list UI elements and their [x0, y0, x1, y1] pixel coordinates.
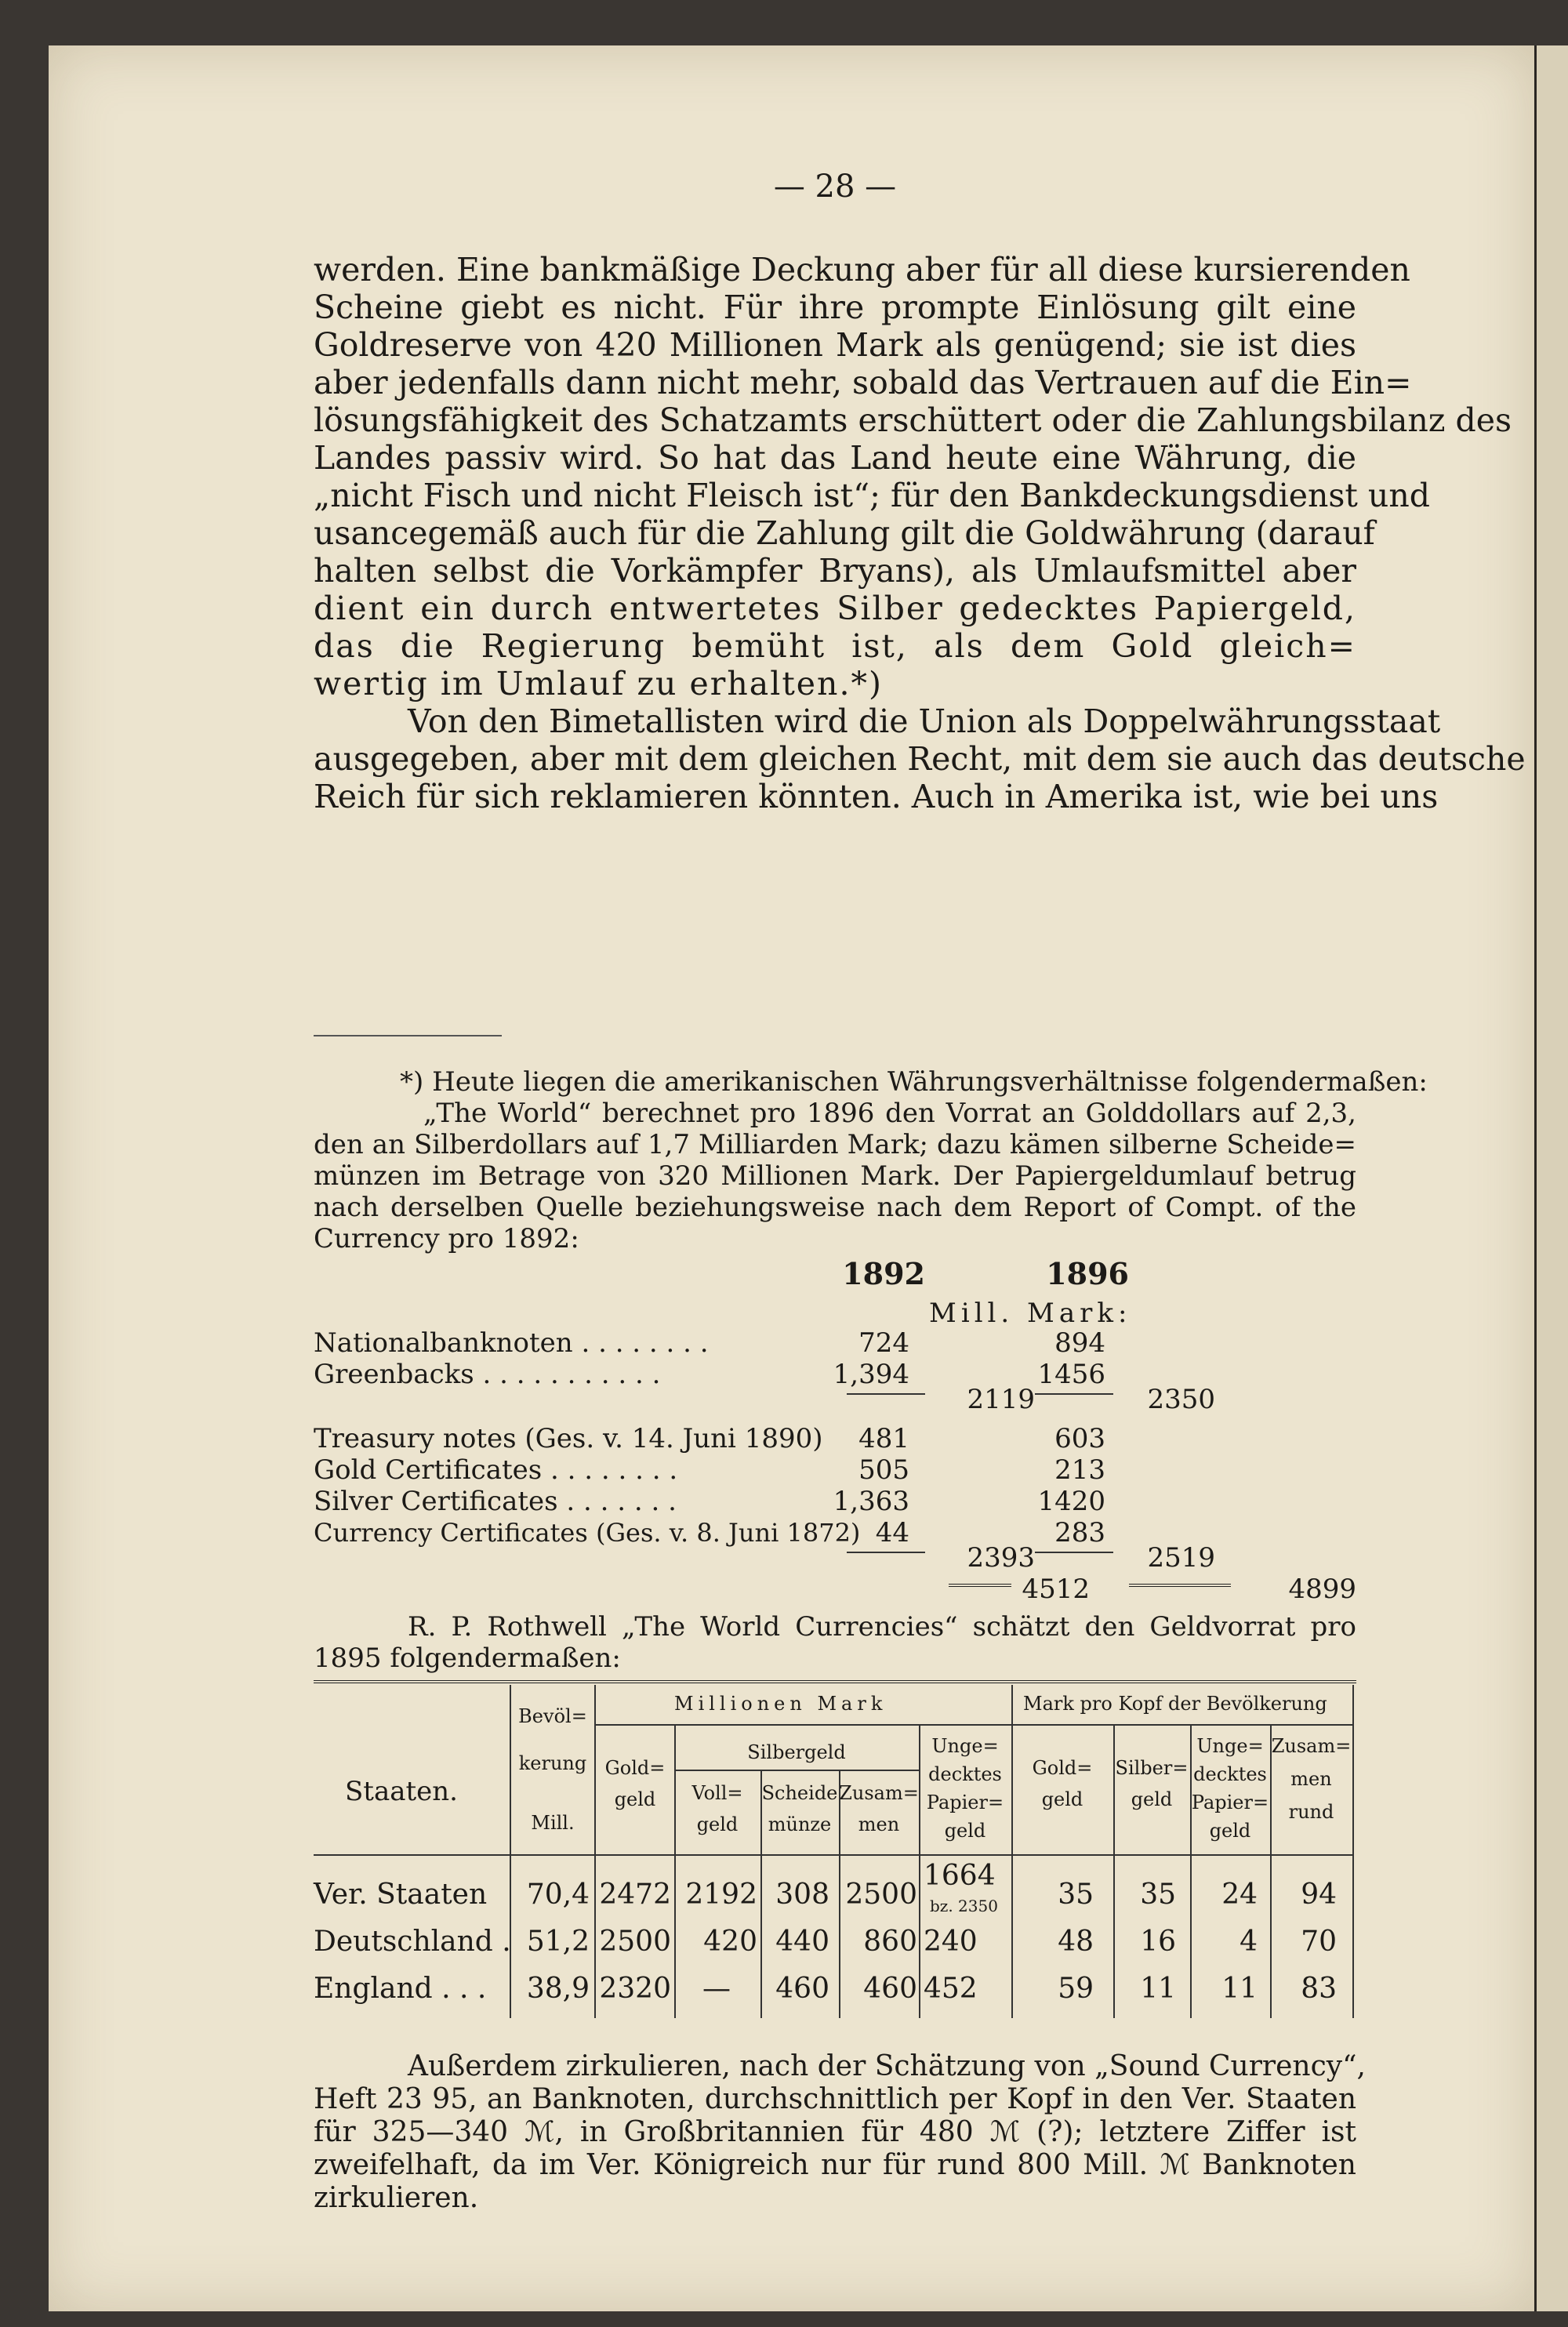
- header-pk-ungedeckt: Unge=: [1196, 1735, 1264, 1757]
- value-1892: 481: [858, 1423, 909, 1454]
- header-rule: [674, 1770, 919, 1771]
- header-rule: [1011, 1724, 1352, 1726]
- cell-ungedeckt-note: bz. 2350: [930, 1897, 998, 1915]
- value-1892: 505: [858, 1454, 909, 1486]
- footnote-line: Currency pro 1892:: [314, 1223, 579, 1254]
- closing-line: zirkulieren.: [314, 2182, 479, 2214]
- closing-line: zweifelhaft, da im Ver. Königreich nur für rund 800 Mill. ℳ Banknoten: [314, 2149, 1356, 2181]
- col-rule: [1352, 1685, 1354, 2018]
- body-line: Scheine giebt es nicht. Für ihre prompte Einlösung gilt eine: [314, 289, 1356, 326]
- cell-zusammen: 460: [863, 1973, 917, 2005]
- value-1892: 724: [858, 1327, 909, 1359]
- row-label: Gold Certificates . . . . . . . .: [314, 1454, 678, 1486]
- year-1892-header: 1892: [842, 1256, 925, 1291]
- body-line: Reich für sich reklamieren könnten. Auch in Amerika ist, wie bei uns: [314, 778, 1439, 815]
- cell-scheidemuenze: 440: [775, 1926, 829, 1958]
- closing-line: Außerdem zirkulieren, nach der Schätzung von „Sound Currency“,: [408, 2050, 1366, 2082]
- cell-ungedeckt: 240: [924, 1926, 978, 1958]
- value-1896: 213: [1054, 1454, 1105, 1486]
- value-1892: 44: [875, 1517, 909, 1548]
- total-1896: 4899: [1288, 1574, 1356, 1605]
- cell-pk-zusammen: 94: [1301, 1879, 1337, 1911]
- header-zusammen: Zusam=: [839, 1782, 919, 1804]
- rothwell-line: R. P. Rothwell „The World Currencies“ schätzt den Geldvorrat pro: [408, 1611, 1356, 1643]
- header-pk-ungedeckt: decktes: [1193, 1763, 1267, 1785]
- row-label: Currency Certificates (Ges. v. 8. Juni 1872): [314, 1518, 861, 1548]
- sum-rule: [1035, 1393, 1113, 1395]
- row-staat: Ver. Staaten: [314, 1879, 488, 1911]
- body-line: aber jedenfalls dann nicht mehr, sobald das Vertrauen auf die Ein=: [314, 364, 1412, 401]
- footnote-line: den an Silberdollars auf 1,7 Milliarden Mark; dazu kämen silberne Scheide=: [314, 1129, 1356, 1160]
- header-goldgeld: Gold=: [604, 1757, 666, 1779]
- row-label: Silver Certificates . . . . . . .: [314, 1486, 677, 1517]
- header-pk-zusammen: men: [1290, 1768, 1332, 1790]
- body-line: Goldreserve von 420 Millionen Mark als genügend; sie ist dies: [314, 326, 1356, 364]
- total-1892: 4512: [1022, 1574, 1090, 1605]
- cell-bevoelkerung: 38,9: [526, 1973, 590, 2005]
- header-mark-pro-kopf: Mark pro Kopf der Bevölkerung: [1023, 1693, 1327, 1715]
- body-line: lösungsfähigkeit des Schatzamts erschüttert oder die Zahlungsbilanz des: [314, 401, 1512, 439]
- body-line: Landes passiv wird. So hat das Land heute eine Währung, die: [314, 439, 1356, 477]
- footnote-line: „The World“ berechnet pro 1896 den Vorrat an Golddollars auf 2,3,: [423, 1098, 1356, 1129]
- sum-rule: [1035, 1552, 1113, 1553]
- header-zusammen: men: [858, 1813, 900, 1835]
- header-vollgeld: geld: [696, 1813, 739, 1835]
- body-line: „nicht Fisch und nicht Fleisch ist“; für den Bankdeckungsdienst und: [314, 477, 1430, 514]
- header-scheidemuenze: münze: [768, 1813, 832, 1835]
- unit-label: Mill. Mark:: [929, 1298, 1132, 1329]
- cell-ungedeckt: 1664: [924, 1860, 996, 1892]
- header-pk-gold: geld: [1041, 1788, 1083, 1810]
- header-bevoelkerung: Bevöl=: [518, 1705, 587, 1727]
- col-rule: [1011, 1685, 1013, 2018]
- value-1896: 603: [1054, 1423, 1105, 1454]
- subtotal-1892: 2393: [967, 1542, 1035, 1574]
- header-ungedeckt: geld: [944, 1820, 986, 1842]
- row-staat: England . . .: [314, 1973, 487, 2005]
- header-pk-zusammen: Zusam=: [1271, 1735, 1352, 1757]
- cell-goldgeld: 2320: [599, 1973, 671, 2005]
- cell-pk-ungedeckt: 24: [1221, 1879, 1258, 1911]
- header-pk-gold: Gold=: [1032, 1757, 1093, 1779]
- value-1896: 1456: [1037, 1359, 1105, 1390]
- header-bevoelkerung: kerung: [518, 1752, 587, 1774]
- subtotal-1896: 2350: [1147, 1384, 1215, 1415]
- table-top-rule: [314, 1680, 1356, 1686]
- cell-pk-gold: 35: [1058, 1879, 1094, 1911]
- cell-vollgeld: 2192: [685, 1879, 757, 1911]
- cell-pk-zusammen: 83: [1301, 1973, 1337, 2005]
- header-pk-ungedeckt: Papier=: [1191, 1792, 1269, 1813]
- cell-goldgeld: 2472: [599, 1879, 671, 1911]
- header-ungedeckt: decktes: [928, 1763, 1002, 1785]
- value-1896: 283: [1054, 1517, 1105, 1548]
- header-ungedeckt: Unge=: [931, 1735, 999, 1757]
- subtotal-1896: 2519: [1147, 1542, 1215, 1574]
- cell-scheidemuenze: 460: [775, 1973, 829, 2005]
- cell-ungedeckt: 452: [924, 1973, 978, 2005]
- footnote-separator: [314, 1035, 502, 1036]
- cell-pk-zusammen: 70: [1301, 1926, 1337, 1958]
- value-1896: 1420: [1037, 1486, 1105, 1517]
- header-bevoelkerung: Mill.: [531, 1812, 575, 1834]
- cell-pk-ungedeckt: 4: [1240, 1926, 1258, 1958]
- cell-bevoelkerung: 70,4: [526, 1879, 590, 1911]
- row-staat: Deutschland .: [314, 1926, 511, 1958]
- header-bottom-rule: [314, 1854, 1352, 1856]
- value-1892: 1,394: [833, 1359, 909, 1390]
- header-ungedeckt: Papier=: [926, 1792, 1004, 1813]
- closing-line: Heft 23 95, an Banknoten, durchschnittlich per Kopf in den Ver. Staaten: [314, 2083, 1356, 2115]
- value-1896: 894: [1054, 1327, 1105, 1359]
- cell-vollgeld: —: [702, 1973, 731, 2005]
- cell-pk-silber: 11: [1140, 1973, 1176, 2005]
- body-line: das die Regierung bemüht ist, als dem Gold gleich=: [314, 627, 1356, 665]
- col-rule: [594, 1685, 596, 2018]
- sum-rule: [847, 1552, 925, 1553]
- cell-pk-silber: 16: [1140, 1926, 1176, 1958]
- header-pk-silber: geld: [1131, 1788, 1173, 1810]
- footnote-line: nach derselben Quelle beziehungsweise nach dem Report of Compt. of the: [314, 1192, 1356, 1223]
- sum-rule: [847, 1393, 925, 1395]
- cell-zusammen: 2500: [845, 1879, 917, 1911]
- header-pk-silber: Silber=: [1115, 1757, 1189, 1779]
- footnote-line: münzen im Betrage von 320 Millionen Mark. Der Papiergeldumlauf betrug: [314, 1160, 1356, 1192]
- cell-pk-gold: 59: [1058, 1973, 1094, 2005]
- cell-scheidemuenze: 308: [775, 1879, 829, 1911]
- cell-vollgeld: 420: [703, 1926, 757, 1958]
- cell-pk-silber: 35: [1140, 1879, 1176, 1911]
- header-rule: [594, 1724, 1011, 1726]
- cell-pk-ungedeckt: 11: [1221, 1973, 1258, 2005]
- cell-bevoelkerung: 51,2: [526, 1926, 590, 1958]
- body-line: werden. Eine bankmäßige Deckung aber für all diese kursierenden: [314, 251, 1410, 289]
- page-number: — 28 —: [773, 169, 897, 205]
- header-silbergeld: Silbergeld: [747, 1741, 846, 1763]
- cell-zusammen: 860: [863, 1926, 917, 1958]
- header-vollgeld: Voll=: [691, 1782, 743, 1804]
- footnote-line: *) Heute liegen die amerikanischen Währungsverhältnisse folgendermaßen:: [400, 1066, 1428, 1098]
- value-1892: 1,363: [833, 1486, 909, 1517]
- header-millionen-mark: Millionen Mark: [674, 1693, 887, 1715]
- col-rule: [510, 1685, 511, 2018]
- header-goldgeld: geld: [614, 1788, 656, 1810]
- cell-pk-gold: 48: [1058, 1926, 1094, 1958]
- body-line: wertig im Umlauf zu erhalten.*): [314, 665, 883, 702]
- row-label: Nationalbanknoten . . . . . . . .: [314, 1327, 709, 1359]
- body-line: Von den Bimetallisten wird die Union als Doppelwährungsstaat: [408, 702, 1441, 740]
- row-label: Greenbacks . . . . . . . . . . .: [314, 1359, 661, 1390]
- body-line: dient ein durch entwertetes Silber gedecktes Papiergeld,: [314, 590, 1356, 627]
- rothwell-line: 1895 folgendermaßen:: [314, 1643, 621, 1674]
- next-page-edge: [1534, 45, 1568, 2311]
- header-pk-zusammen: rund: [1288, 1801, 1334, 1823]
- header-pk-ungedeckt: geld: [1209, 1820, 1251, 1842]
- closing-line: für 325—340 ℳ, in Großbritannien für 480 ℳ (?); letztere Ziffer ist: [314, 2116, 1356, 2148]
- year-1896-header: 1896: [1046, 1256, 1129, 1291]
- row-label: Treasury notes (Ges. v. 14. Juni 1890): [314, 1423, 823, 1454]
- cell-goldgeld: 2500: [599, 1926, 671, 1958]
- subtotal-1892: 2119: [967, 1384, 1035, 1415]
- body-line: ausgegeben, aber mit dem gleichen Recht, mit dem sie auch das deutsche: [314, 740, 1526, 778]
- header-scheidemuenze: Scheide: [761, 1782, 838, 1804]
- header-staaten: Staaten.: [345, 1776, 458, 1807]
- body-line: usancegemäß auch für die Zahlung gilt die Goldwährung (darauf: [314, 514, 1375, 552]
- total-rule: [1129, 1584, 1231, 1590]
- body-line: halten selbst die Vorkämpfer Bryans), als Umlaufsmittel aber: [314, 552, 1356, 590]
- total-rule: [949, 1584, 1011, 1590]
